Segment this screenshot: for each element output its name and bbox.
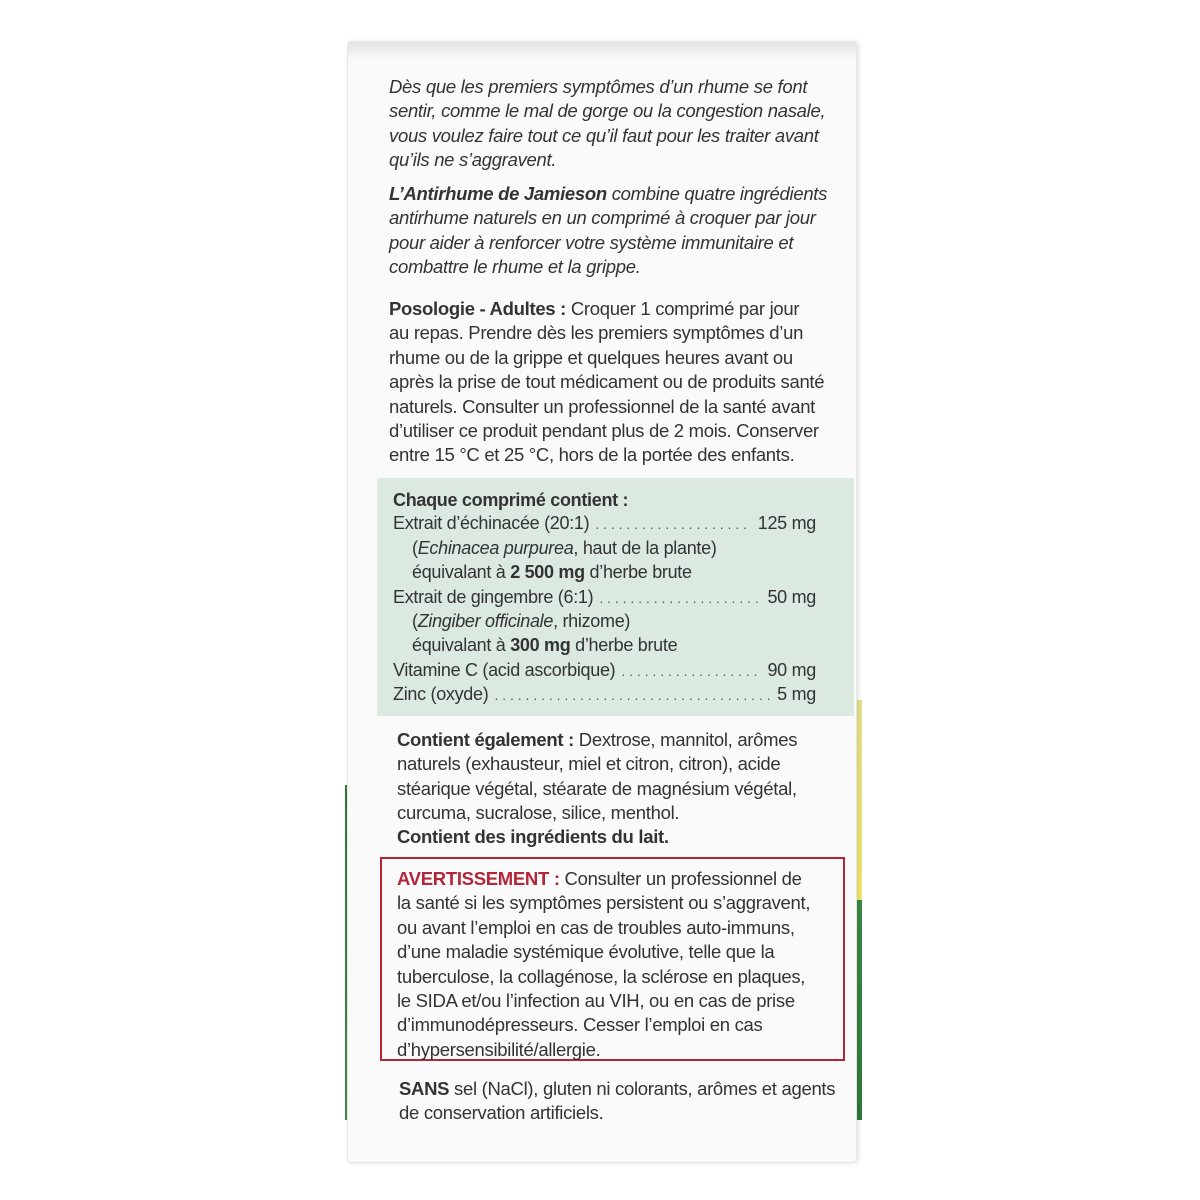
leader-dots <box>595 513 751 534</box>
warning-line: d’immunodépresseurs. Cesser l’emploi en cas <box>397 1014 763 1036</box>
also-contains-line: naturels (exhausteur, miel et citron, citron), acide <box>397 753 781 775</box>
ingredient-name: Zinc (oxyde) <box>393 684 489 704</box>
equiv-suffix: d’herbe brute <box>570 635 678 655</box>
product-line: pour aider à renforcer votre système immunitaire et <box>389 231 794 253</box>
free-from-line: sel (NaCl), gluten ni colorants, arômes et agents <box>449 1078 836 1099</box>
product-line: combine quatre ingrédients <box>606 183 828 204</box>
free-from-line: de conservation artificiels. <box>399 1102 604 1124</box>
equiv-prefix: équivalant à <box>412 562 511 582</box>
warning-label: AVERTISSEMENT : <box>397 868 560 889</box>
also-contains-line: curcuma, sucralose, silice, menthol. <box>397 802 680 824</box>
ingredient-amount: 5 mg <box>777 684 816 704</box>
ingredient-equiv-echinacea <box>412 562 692 583</box>
equiv-amount: 2 500 mg <box>510 562 585 582</box>
posology-line: naturels. Consulter un professionnel de la santé avant <box>389 395 816 417</box>
free-from-paragraph <box>399 1077 839 1126</box>
also-contains-line: Dextrose, mannitol, arômes <box>573 729 798 750</box>
intro-line: Dès que les premiers symptômes d’un rhume se font <box>389 76 808 97</box>
ingredient-source-echinacea: (Echinacea purpurea, haut de la plante) <box>412 538 717 558</box>
ingredient-row-ginger <box>393 587 816 608</box>
warning-line: le SIDA et/ou l’infection au VIH, ou en cas de prise <box>397 990 795 1012</box>
plant-part: , rhizome) <box>553 611 631 631</box>
ingredient-amount: 90 mg <box>767 660 816 680</box>
also-contains-label: Contient également : <box>397 729 574 750</box>
posology-paragraph <box>389 297 849 468</box>
equiv-amount: 300 mg <box>510 635 571 655</box>
posology-line: d’utiliser ce produit pendant plus de 2 mois. Conserver <box>389 420 819 442</box>
free-from-label: SANS <box>399 1078 450 1099</box>
warning-line: ou avant l’emploi en cas de troubles auto-immuns, <box>397 916 795 938</box>
leader-dots <box>494 684 771 705</box>
ingredient-row-echinacea <box>393 513 816 534</box>
panel-top-shade <box>348 42 856 60</box>
warning-line: d’une maladie systémique évolutive, telle que la <box>397 941 775 963</box>
intro-line: sentir, comme le mal de gorge ou la congestion nasale, <box>389 100 826 122</box>
product-paragraph <box>389 182 849 280</box>
ingredient-row-vitamin-c <box>393 660 816 681</box>
warning-line: tuberculose, la collagénose, la sclérose en plaques, <box>397 965 806 987</box>
also-contains-paragraph <box>397 728 837 826</box>
latin-name: Zingiber officinale <box>417 611 554 631</box>
warning-line: Consulter un professionnel de <box>559 868 802 889</box>
latin-name: Echinacea purpurea <box>417 538 574 558</box>
intro-paragraph <box>389 75 849 173</box>
posology-line: rhume ou de la grippe et quelques heures avant ou <box>389 346 793 368</box>
ingredient-name: Extrait de gingembre (6:1) <box>393 587 594 607</box>
ingredients-heading: Chaque comprimé contient : <box>393 490 629 510</box>
ingredient-source-ginger: (Zingiber officinale, rhizome) <box>412 611 631 631</box>
posology-line: au repas. Prendre dès les premiers symptômes d’un <box>389 322 804 344</box>
equiv-suffix: d’herbe brute <box>584 562 692 582</box>
ingredient-amount: 50 mg <box>767 587 816 607</box>
posology-line: après la prise de tout médicament ou de produits santé <box>389 371 825 393</box>
ingredient-amount: 125 mg <box>757 513 816 533</box>
leader-dots <box>621 660 761 681</box>
ingredient-name: Extrait d’échinacée (20:1) <box>393 513 590 533</box>
posology-label: Posologie - Adultes : <box>389 298 566 319</box>
equiv-prefix: équivalant à <box>412 635 511 655</box>
milk-allergen-notice: Contient des ingrédients du lait. <box>397 826 669 847</box>
intro-line: qu’ils ne s’aggravent. <box>389 149 557 171</box>
ingredient-equiv-ginger <box>412 635 677 656</box>
intro-line: vous voulez faire tout ce qu’il faut pour les traiter avant <box>389 124 819 146</box>
also-contains-line: stéarique végétal, stéarate de magnésium végétal, <box>397 777 797 799</box>
warning-line: la santé si les symptômes persistent ou s’aggravent, <box>397 892 811 914</box>
posology-line: entre 15 °C et 25 °C, hors de la portée des enfants. <box>389 444 795 466</box>
posology-line: Croquer 1 comprimé par jour <box>566 298 800 319</box>
leader-dots <box>599 587 761 608</box>
product-line: antirhume naturels en un comprimé à croquer par jour <box>389 207 816 229</box>
warning-line: d’hypersensibilité/allergie. <box>397 1038 601 1060</box>
plant-part: , haut de la plante) <box>573 538 717 558</box>
ingredient-row-zinc <box>393 684 816 705</box>
ingredient-name: Vitamine C (acid ascorbique) <box>393 660 616 680</box>
product-line: combattre le rhume et la grippe. <box>389 256 641 278</box>
warning-paragraph <box>397 867 827 1062</box>
brand-name: L’Antirhume de Jamieson <box>389 183 607 204</box>
